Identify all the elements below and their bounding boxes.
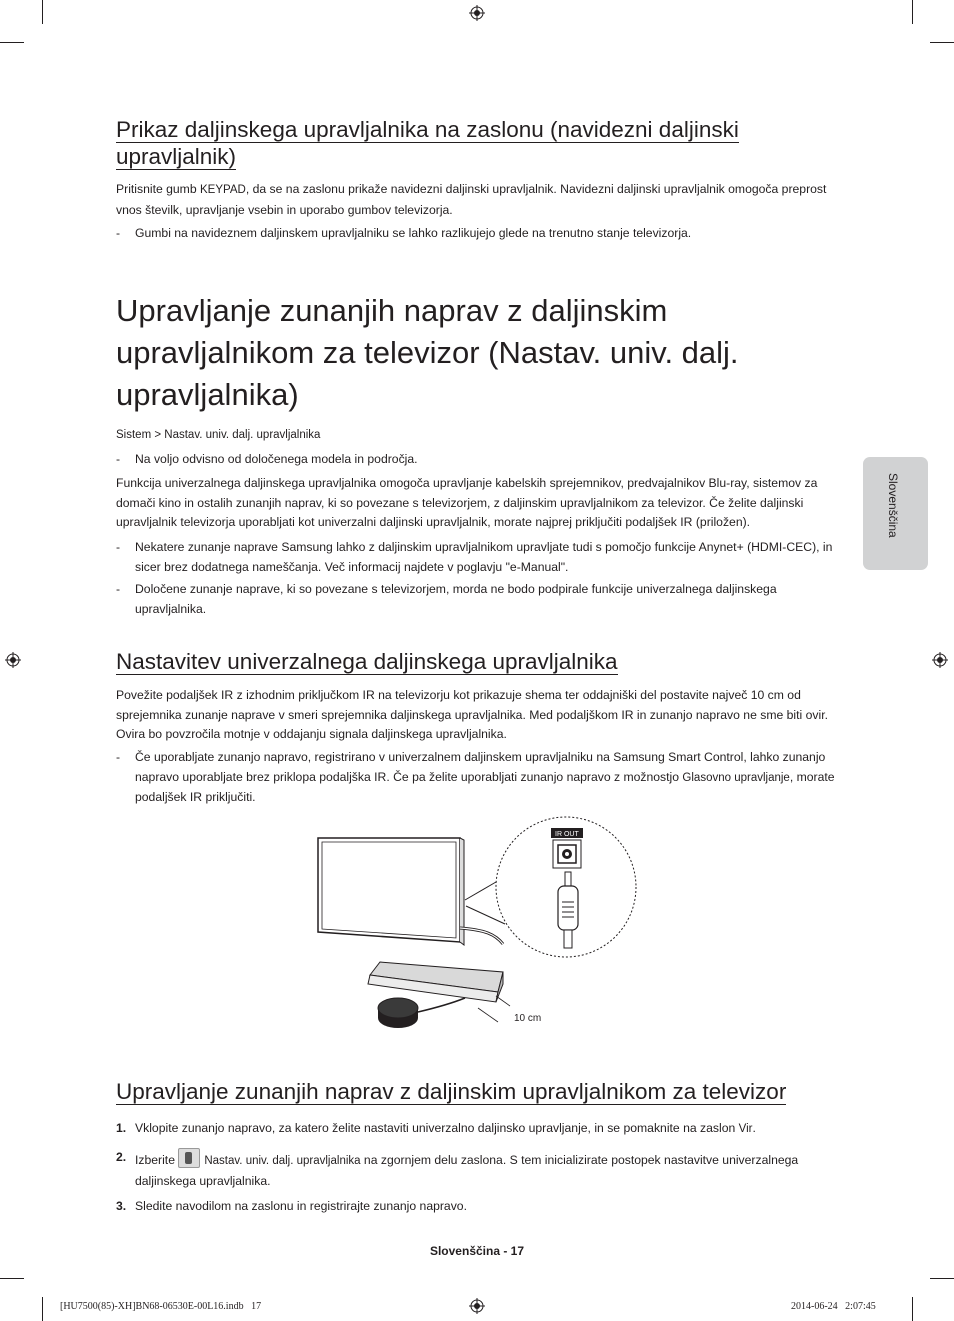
- ir-extender-diagram: [310, 812, 640, 1042]
- language-side-tab-label: Slovenščina: [886, 473, 900, 538]
- crop-mark: [912, 0, 913, 24]
- print-footer-left: [HU7500(85)-XH]BN68-06530E-00L16.indb 17: [60, 1301, 262, 1312]
- note-item: - Če uporabljate zunanjo napravo, registrirano v univerzalnem daljinskem upravljalniku na Samsung Smart Control, lahko zunanjo napravo uporabljate brez priklopa podaljška IR. Če pa želite uporabljati zunanjo napravo z možnostjo Glasovno upravljanje, morate podaljšek IR priključiti.: [116, 748, 836, 808]
- step-text: Vklopite zunanjo napravo, za katero želite nastaviti univerzalno daljinsko upravljanje, in se pomaknite na zaslon Vir.: [135, 1121, 756, 1135]
- breadcrumb: [116, 426, 320, 445]
- paragraph: [116, 180, 828, 220]
- crop-mark: [0, 42, 24, 43]
- ir-extender-illustration: [378, 998, 465, 1028]
- tv-illustration: [318, 838, 464, 945]
- print-footer-right: 2014-06-24 2:07:45: [791, 1301, 876, 1312]
- note-item: - Nekatere zunanje naprave Samsung lahko z daljinskim upravljalnikom upravljate tudi s pomočjo funkcije Anynet+ (HDMI-CEC), in sicer brez dodatnega nameščanja. Več informacij najdete v poglavju "e-Manual".: [116, 538, 836, 577]
- crop-mark: [930, 42, 954, 43]
- section-title: [116, 648, 836, 675]
- ir-out-label: IR OUT: [555, 831, 579, 838]
- section-title-text: Nastavitev univerzalnega daljinskega upravljalnika: [116, 649, 618, 674]
- chapter-title: Upravljanje zunanjih naprav z daljinskim upravljalnikom za televizor (Nastav. univ. dalj. upravljalnika): [116, 293, 739, 412]
- step-text: Sledite navodilom na zaslonu in registrirajte zunanjo napravo.: [135, 1199, 467, 1213]
- breadcrumb-item: Nastav. univ. dalj. upravljalnika: [164, 429, 321, 441]
- note-item: - Na voljo odvisno od določenega modela in področja.: [116, 450, 836, 470]
- step-item: [116, 1148, 836, 1191]
- step-item: [116, 1197, 836, 1217]
- section-title: [116, 116, 836, 170]
- step-item: [116, 1119, 836, 1140]
- registration-mark-icon: [469, 1298, 485, 1314]
- step-number: 2.: [116, 1150, 127, 1164]
- note-text: Če uporabljate zunanjo napravo, registrirano v univerzalnem daljinskem upravljalniku na Samsung Smart Control, lahko zunanjo napravo uporabljate brez priklopa podaljška IR. Če pa želite uporabljati zunanjo napravo z možnostjo Glasovno upravljanje, morate podaljšek IR priključiti.: [135, 750, 835, 804]
- note-item: - Določene zunanje naprave, ki so povezane s televizorjem, morda ne bodo podpirale funkcije univerzalnega daljinskega upravljalnika.: [116, 580, 836, 619]
- crop-mark: [0, 1278, 24, 1279]
- paragraph: Povežite podaljšek IR z izhodnim priključkom IR na televizorju kot prikazuje shema ter oddajniški del postavite največ 10 cm od sprejemnika zunanje naprave v smeri sprejemnika daljinskega upravljalnika. Med podaljškom IR in zunanjo napravo ne sme biti ovir. Ovira bo povzročila motnje v oddajanju signala daljinskega upravljalnika.: [116, 688, 828, 741]
- remote-icon: [178, 1148, 200, 1168]
- registration-mark-icon: [469, 5, 485, 21]
- voice-control-keyword: Glasovno upravljanje: [682, 771, 790, 784]
- external-device-illustration: [368, 962, 503, 1002]
- crop-mark: [912, 1297, 913, 1321]
- section-title: [116, 1078, 856, 1105]
- keypad-keyword: KEYPAD: [200, 184, 246, 196]
- section-title-text: Upravljanje zunanjih naprav z daljinskim upravljalnikom za televizor: [116, 1079, 787, 1104]
- crop-mark: [930, 1278, 954, 1279]
- step-number: 1.: [116, 1121, 127, 1135]
- paragraph-text: Pritisnite gumb: [116, 182, 200, 196]
- breadcrumb-separator: >: [154, 429, 162, 441]
- note-text: Nekatere zunanje naprave Samsung lahko z daljinskim upravljalnikom upravljate tudi s pomočjo funkcije Anynet+ (HDMI-CEC), in sicer brez dodatnega nameščanja. Več informacij najdete v poglavju "e-Manual".: [135, 540, 833, 574]
- breadcrumb-item: Sistem: [116, 429, 152, 441]
- note-item: - Gumbi na navideznem daljinskem upravljalniku se lahko razlikujejo glede na trenutno stanje televizorja.: [116, 224, 836, 244]
- e-manual-link[interactable]: e-Manual: [509, 559, 561, 574]
- section-title-text: Prikaz daljinskega upravljalnika na zaslonu (navidezni daljinski upravljalnik): [116, 117, 739, 169]
- note-text: Na voljo odvisno od določenega modela in področja.: [135, 452, 418, 466]
- distance-label: 10 cm: [514, 1013, 542, 1024]
- paragraph-text: , da se na zaslonu prikaže navidezni daljinski upravljalnik. Navidezni daljinski upravljalnik omogoča preprost vnos številk, upravljanje vsebin in uporabo gumbov televizorja.: [116, 182, 827, 217]
- page-number: Slovenščina - 17: [429, 1244, 525, 1258]
- note-text: Gumbi na navideznem daljinskem upravljalniku se lahko razlikujejo glede na trenutno stanje televizorja.: [135, 226, 692, 240]
- step-number: 3.: [116, 1199, 127, 1213]
- language-side-tab: [863, 457, 928, 570]
- crop-mark: [42, 0, 43, 24]
- registration-mark-icon: [5, 652, 21, 668]
- step-text: Izberite Nastav. univ. dalj. upravljalnika na zgornjem delu zaslona. S tem inicializirate postopek nastavitve univerzalnega daljinskega upravljalnika.: [116, 1148, 836, 1191]
- registration-mark-icon: [932, 652, 948, 668]
- paragraph: Funkcija univerzalnega daljinskega upravljalnika omogoča upravljanje kabelskih sprejemnikov, predvajalnikov Blu-ray, sistemov za domači kino in ostalih zunanjih naprav, ki so povezane s televizorjem, z daljinskim upravljalnikom za televizor. Če želite daljinski upravljalnik televizorja uporabljati kot univerzalni daljinski upravljalnik, morate najprej priključiti podaljšek IR (priložen).: [116, 476, 818, 529]
- note-text: Določene zunanje naprave, ki so povezane s televizorjem, morda ne bodo podpirale funkcije univerzalnega daljinskega upravljalnika.: [135, 582, 777, 616]
- crop-mark: [42, 1297, 43, 1321]
